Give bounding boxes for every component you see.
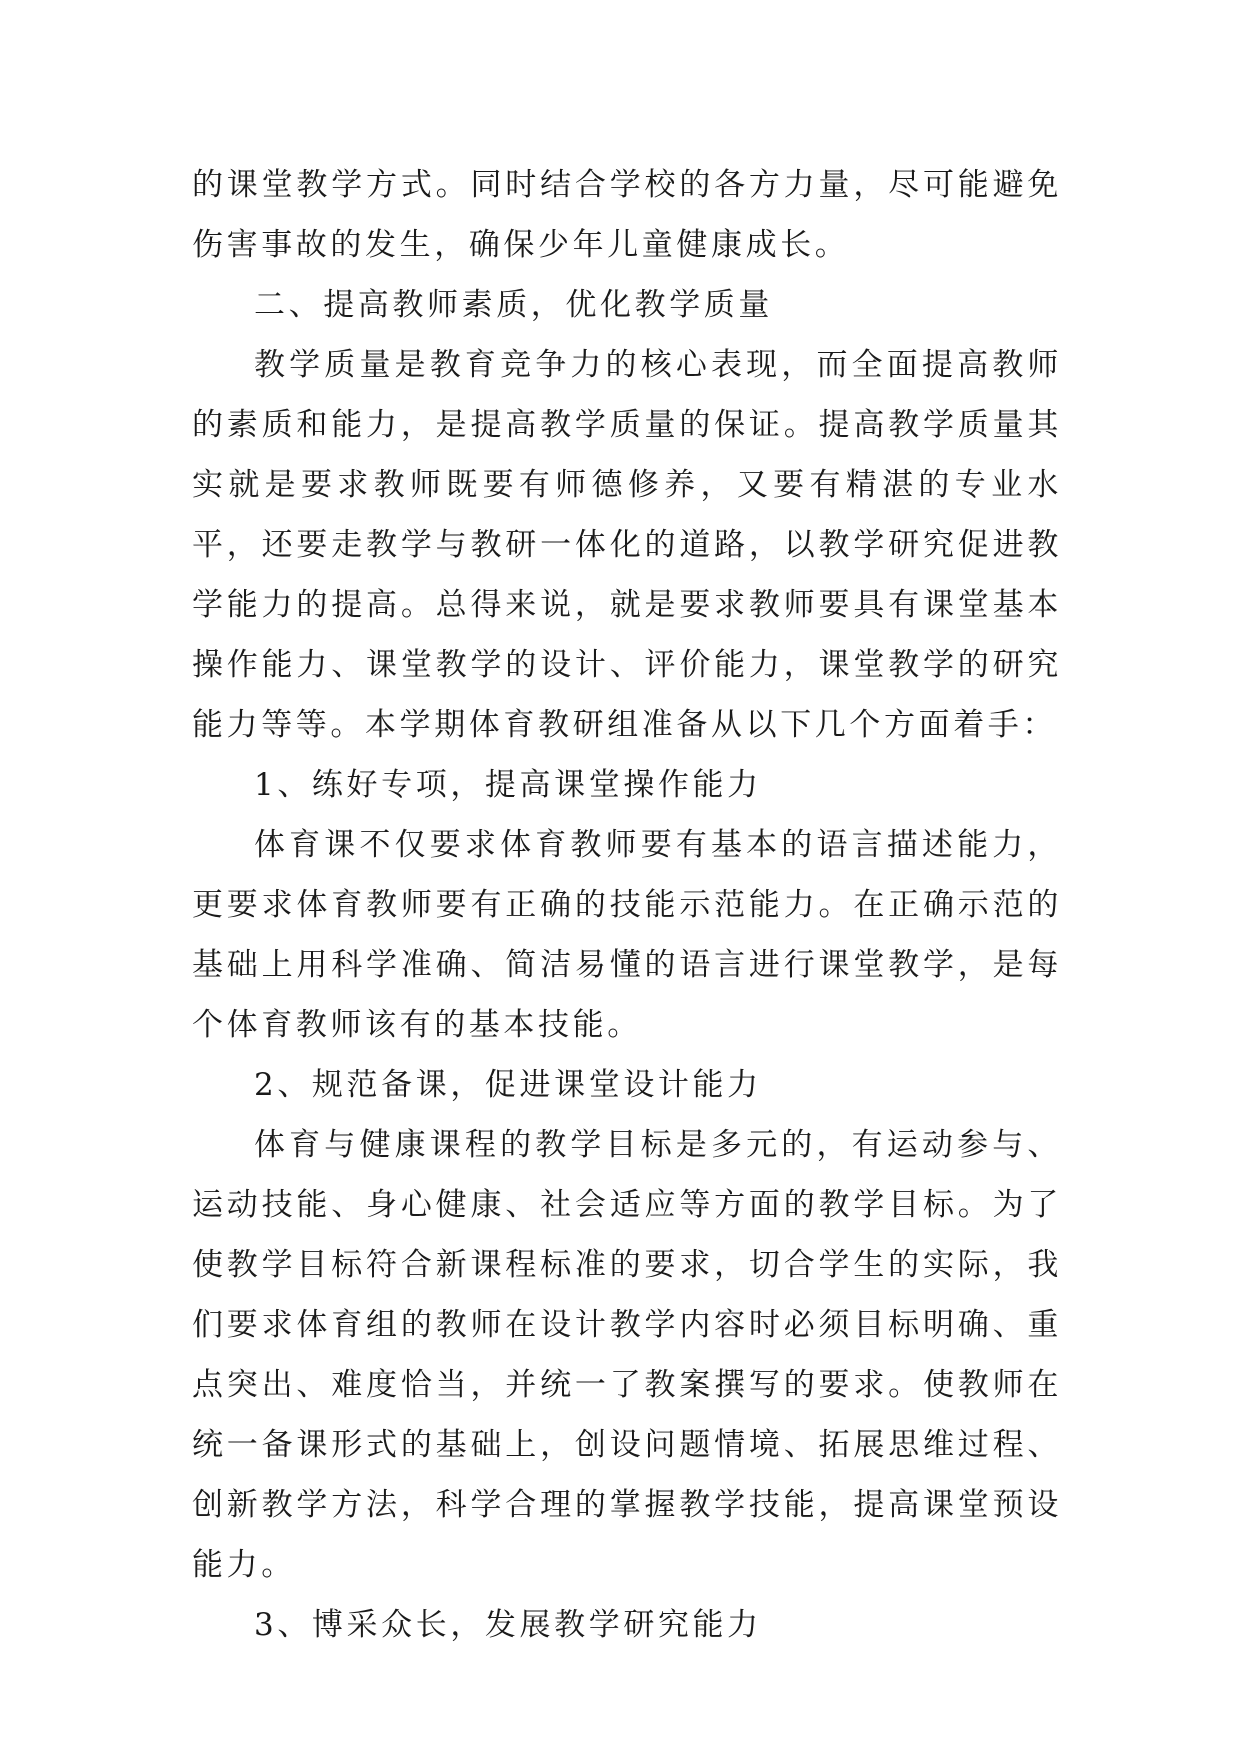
- paragraph-curriculum-goals: 体育与健康课程的教学目标是多元的，有运动参与、运动技能、身心健康、社会适应等方面的教学目标。为了使教学目标符合新课程标准的要求，切合学生的实际，我们要求体育组的教师在设计教学内容时必须目标明确、重点突出、难度恰当，并统一了教案撰写的要求。使教师在统一备课形式的基础上，创设问题情境、拓展思维过程、创新教学方法，科学合理的掌握教学技能，提高课堂预设能力。: [192, 1127, 1062, 1583]
- document-body: [192, 155, 1062, 1655]
- paragraph-continued: 的课堂教学方式。同时结合学校的各方力量，尽可能避免伤害事故的发生，确保少年儿童健康成长。: [192, 167, 1062, 263]
- subheading-1: 1、练好专项，提高课堂操作能力: [254, 767, 762, 803]
- section-heading-2: 二、提高教师素质，优化教学质量: [254, 287, 773, 323]
- paragraph-teaching-quality: 教学质量是教育竞争力的核心表现，而全面提高教师的素质和能力，是提高教学质量的保证。提高教学质量其实就是要求教师既要有师德修养，又要有精湛的专业水平，还要走教学与教研一体化的道路，以教学研究促进教学能力的提高。总得来说，就是要求教师要具有课堂基本操作能力、课堂教学的设计、评价能力，课堂教学的研究能力等等。本学期体育教研组准备从以下几个方面着手：: [192, 347, 1062, 743]
- subheading-3: 3、博采众长，发展教学研究能力: [254, 1607, 762, 1643]
- paragraph-pe-class-skills: 体育课不仅要求体育教师要有基本的语言描述能力，更要求体育教师要有正确的技能示范能力。在正确示范的基础上用科学准确、简洁易懂的语言进行课堂教学，是每个体育教师该有的基本技能。: [192, 827, 1062, 1043]
- subheading-2: 2、规范备课，促进课堂设计能力: [254, 1067, 762, 1103]
